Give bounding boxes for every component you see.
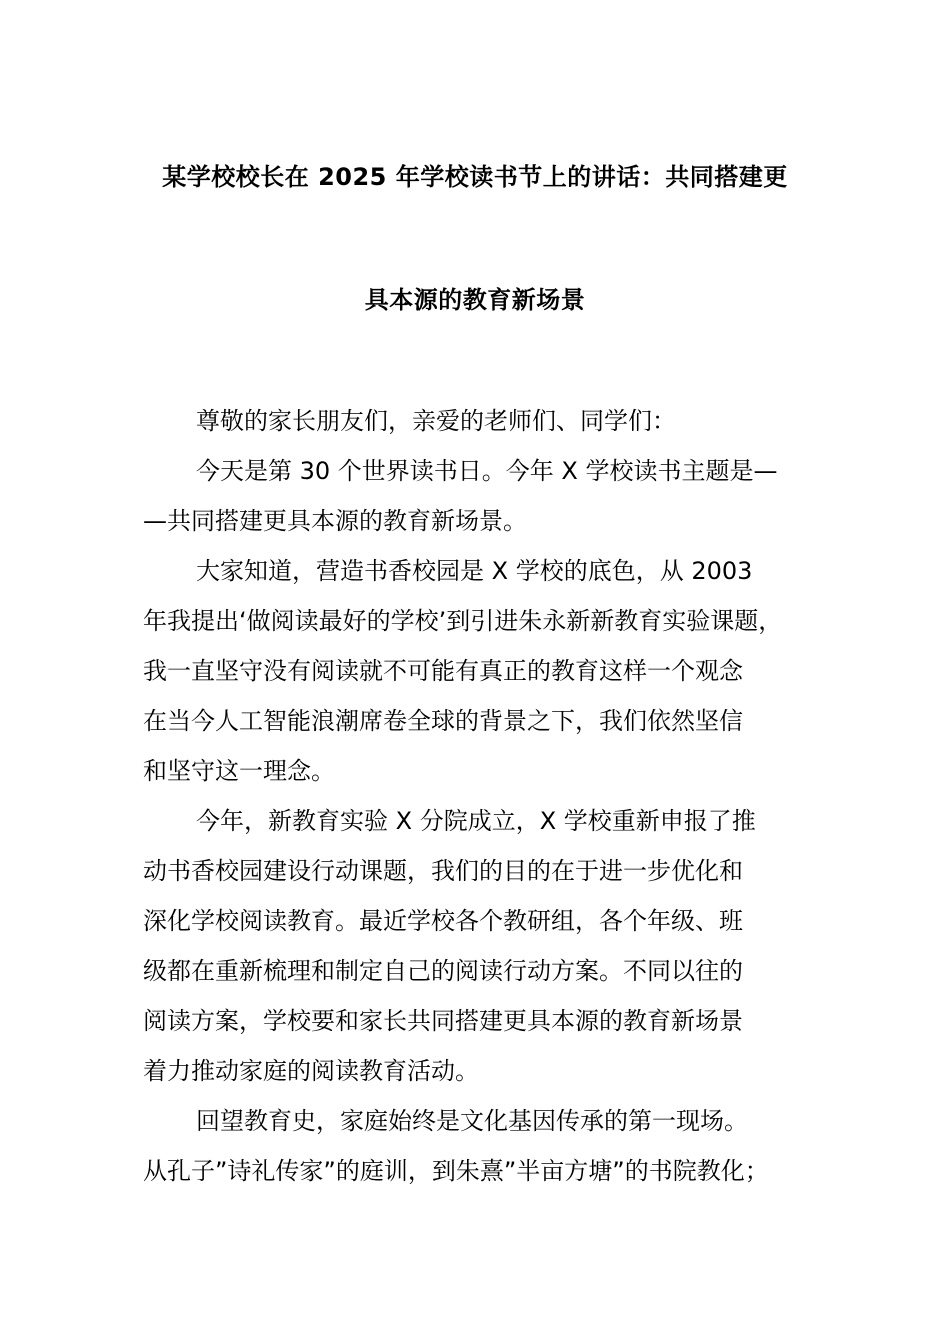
paragraph-3-line-4: 级都在重新梳理和制定自己的阅读行动方案。不同以往的: [143, 957, 743, 985]
paragraph-4-line-1: 回望教育史，家庭始终是文化基因传承的第一现场。: [196, 1107, 748, 1135]
paragraph-4-line-2: 从孔子”诗礼传家”的庭训，到朱熹”半亩方塘”的书院教化；: [143, 1157, 769, 1185]
paragraph-1-line-1: 今天是第 30 个世界读书日。今年 X 学校读书主题是—: [196, 457, 778, 485]
document-title-line-2: 具本源的教育新场景: [364, 286, 586, 314]
paragraph-3-line-5: 阅读方案，学校要和家长共同搭建更具本源的教育新场景: [143, 1007, 743, 1035]
document-title-line-1: 某学校校长在 2025 年学校读书节上的讲话：共同搭建更: [162, 163, 788, 191]
paragraph-2-line-5: 和坚守这一理念。: [143, 757, 335, 785]
paragraph-3-line-3: 深化学校阅读教育。最近学校各个教研组，各个年级、班: [143, 907, 743, 935]
paragraph-2-line-3: 我一直坚守没有阅读就不可能有真正的教育这样一个观念: [143, 657, 743, 685]
paragraph-1-line-2: —共同搭建更具本源的教育新场景。: [143, 507, 527, 535]
salutation-line: 尊敬的家长朋友们，亲爱的老师们、同学们：: [196, 407, 676, 435]
paragraph-2-line-2: 年我提出‘做阅读最好的学校’到引进朱永新新教育实验课题，: [143, 607, 783, 635]
paragraph-2-line-4: 在当今人工智能浪潮席卷全球的背景之下，我们依然坚信: [143, 707, 743, 735]
paragraph-3-line-6: 着力推动家庭的阅读教育活动。: [143, 1057, 479, 1085]
paragraph-3-line-2: 动书香校园建设行动课题，我们的目的在于进一步优化和: [143, 857, 743, 885]
paragraph-3-line-1: 今年，新教育实验 X 分院成立，X 学校重新申报了推: [196, 807, 756, 835]
paragraph-2-line-1: 大家知道，营造书香校园是 X 学校的底色，从 2003: [196, 557, 753, 585]
